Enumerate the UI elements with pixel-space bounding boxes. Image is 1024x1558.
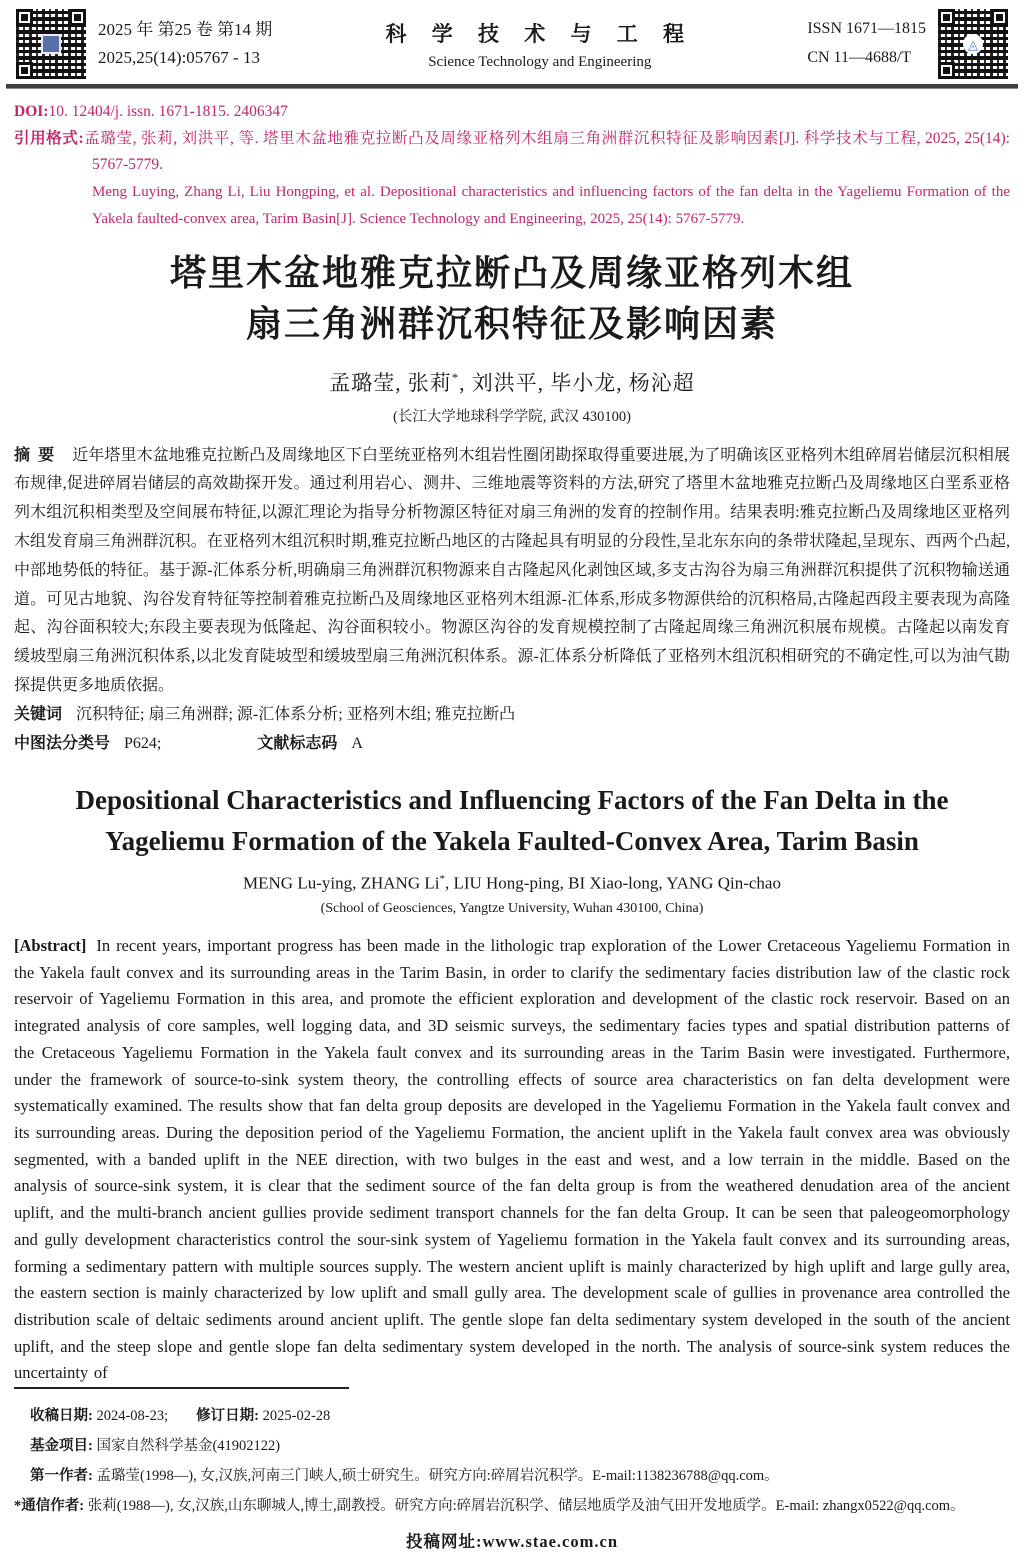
clc-label: 中图法分类号 <box>14 734 111 752</box>
qr-center-logo-icon <box>41 34 61 54</box>
footnote-divider <box>14 1387 349 1389</box>
masthead-divider <box>6 84 1018 89</box>
abstract-cn-label: 摘要 <box>14 446 63 464</box>
qr-finder-icon <box>69 9 86 26</box>
qr-finder-icon <box>938 9 955 26</box>
fund-label: 基金项目: <box>30 1438 93 1455</box>
keywords-text: 沉积特征; 扇三角洲群; 源-汇体系分析; 亚格列木组; 雅克拉断凸 <box>76 705 516 723</box>
fund-line <box>30 1435 1010 1458</box>
journal-title-en: Science Technology and Engineering <box>428 53 652 70</box>
issn-number: ISSN 1671—1815 <box>807 20 926 38</box>
corresponding-author-asterisk: * <box>14 1497 22 1514</box>
received-label: 收稿日期: <box>30 1408 93 1425</box>
corresponding-author-asterisk: * <box>439 873 445 886</box>
first-author-line <box>30 1465 1010 1488</box>
article-title-en-line2: Yageliemu Formation of the Yakela Faulted-Convex Area, Tarim Basin <box>105 825 919 856</box>
abstract-en <box>14 933 1010 1387</box>
authors-en-pre: MENG Lu-ying, ZHANG Li <box>243 873 440 893</box>
citation-cn-text: 孟璐莹, 张莉, 刘洪平, 等. 塔里木盆地雅克拉断凸及周缘亚格列木组扇三角洲群沉积特征及影响因素[J]. 科学技术与工程, 2025, 25(14): 5767-5779. <box>83 129 1010 174</box>
article-title-cn-line2: 扇三角洲群沉积特征及影响因素 <box>245 304 778 345</box>
doi-label: DOI: <box>14 103 49 120</box>
journal-title-block <box>272 18 807 71</box>
authors-en-post: , LIU Hong-ping, BI Xiao-long, YANG Qin-chao <box>444 873 781 893</box>
authors-en <box>0 873 1024 894</box>
doc-code-value: A <box>351 734 363 752</box>
issn-info <box>807 15 926 73</box>
abstract-en-text: In recent years, important progress has been made in the lithologic trap exploration of the Lower Cretaceous Yageliemu Formation in the Yakela fault convex and its surrounding areas in the Tarim Basin, in order to clarify the sedimentary facies distribution law of the clastic rock reservoir of Yageliemu Formation in this area, and promote the efficient exploration and development of the clastic rock reservoir. Based on an integrated analysis of core samples, well logging data, and 3D seismic surveys, the sedimentary facies types and spatial distribution patterns of the Cretaceous Yageliemu Formation in the Yakela fault convex and its surrounding areas in the Tarim Basin were investigated. Furthermore, under the framework of source-to-sink system theory, the controlling effects of source area characteristics on fan delta development were systematically examined. The results show that fan delta group deposits are developed in the Yageliemu Formation in the Yakela fault convex and its surrounding areas. During the deposition period of the Yageliemu Formation, the ancient uplift in the Yakela fault convex area was obviously segmented, with a banded uplift in the NEE direction, with two bulges in the east and west, and a low terrain in the middle. Based on the analysis of source-sink system, it is clear that the sediment source of the fan delta group is from the weathered denudation area of the ancient uplift, and the multi-branch ancient gullies provide sediment transport channels for the fan delta Group. It can be seen that paleogeomorphology and gully development characteristics control the sour-sink system of Yageliemu formation in the Yakela fault convex and its surrounding areas, forming a sedimentary pattern with multiple sources supply. The western ancient uplift is mainly characterized by high uplift and large gully area, the eastern section is mainly characterized by low uplift and small gully area. The development scale of gullies in provenance area controlled the distribution scale of deltaic sediments around ancient uplift. The gentle slope fan delta sedimentary system developed in the south of the ancient uplift, and the steep slope and gentle slope fan delta sedimentary system developed in the north. The analysis of source-sink system reduces the uncertainty of <box>14 935 1010 1383</box>
corresponding-author-label: 通信作者: <box>21 1497 85 1514</box>
authors-cn-post: , 刘洪平, 毕小龙, 杨沁超 <box>459 370 695 395</box>
qr-finder-icon <box>16 9 33 26</box>
corresponding-author-asterisk: * <box>451 369 460 385</box>
affiliation-en: (School of Geosciences, Yangtze University, Wuhan 430100, China) <box>320 900 704 916</box>
qr-code-left-icon <box>16 9 86 79</box>
qr-code-right-icon <box>938 9 1008 79</box>
citation-block <box>14 99 1010 232</box>
received-value: 2024-08-23; <box>96 1408 169 1425</box>
submission-url-line <box>14 1528 1010 1552</box>
keywords-label: 关键词 <box>14 705 63 723</box>
first-author-label: 第一作者: <box>30 1468 93 1485</box>
keywords-line <box>14 701 1010 730</box>
footnotes <box>14 1405 1010 1518</box>
submission-url: www.stae.com.cn <box>482 1531 619 1551</box>
issue-line-1: 2025 年 第25 卷 第14 期 <box>98 19 273 39</box>
article-title-en <box>0 780 1024 861</box>
article-title-en-line1: Depositional Characteristics and Influencing Factors of the Fan Delta in the <box>75 785 949 816</box>
clc-value: P624; <box>124 734 162 752</box>
qr-finder-icon <box>16 62 33 79</box>
corresponding-author-line <box>14 1495 1010 1518</box>
footnote-area <box>0 1387 1024 1558</box>
citation-chinese <box>14 126 1010 179</box>
authors-cn-pre: 孟璐莹, 张莉 <box>329 370 452 395</box>
issue-line-2: 2025,25(14):05767 - 13 <box>98 48 260 67</box>
doi-value: 10. 12404/j. issn. 1671-1815. 2406347 <box>48 103 288 120</box>
fund-value: 国家自然科学基金(41902122) <box>96 1438 281 1455</box>
masthead <box>0 0 1024 84</box>
first-author-value: 孟璐莹(1998—), 女,汉族,河南三门峡人,硕士研究生。研究方向:碎屑岩沉积学。E-mail:1138236788@qq.com。 <box>96 1468 779 1485</box>
affiliation-cn: (长江大学地球科学学院, 武汉 430100) <box>392 408 632 425</box>
masthead-right <box>807 9 1008 79</box>
cn-number: CN 11—4688/T <box>807 49 912 66</box>
abstract-cn <box>14 442 1010 701</box>
abstract-en-label: [Abstract] <box>14 935 87 955</box>
masthead-left <box>16 9 272 79</box>
journal-title-cn: 科 学 技 术 与 工 程 <box>385 21 695 46</box>
issue-info <box>98 16 272 72</box>
citation-english: Meng Luying, Zhang Li, Liu Hongping, et al. Depositional characteristics and influencing factors of the fan delta in the Yageliemu Formation of the Yakela faulted-convex area, Tarim Basin[J]. Science Technology and Engineering, 2025, 25(14): 5767-5779. <box>92 183 1010 227</box>
qr-finder-icon <box>938 62 955 79</box>
revised-label: 修订日期: <box>196 1408 259 1425</box>
corresponding-author-value: 张莉(1988—), 女,汉族,山东聊城人,博士,副教授。研究方向:碎屑岩沉积学、储层地质学及油气田开发地质学。E-mail: zhangx0522@qq.com。 <box>87 1497 965 1514</box>
doi-line <box>14 99 1010 126</box>
revised-value: 2025-02-28 <box>262 1408 331 1425</box>
dates-line <box>30 1405 1010 1428</box>
authors-cn <box>0 367 1024 397</box>
qr-finder-icon <box>991 9 1008 26</box>
submission-url-label: 投稿网址: <box>405 1531 483 1551</box>
qr-center-logo-icon <box>963 34 983 54</box>
article-title-cn-line1: 塔里木盆地雅克拉断凸及周缘亚格列木组 <box>169 253 854 294</box>
doc-code-label: 文献标志码 <box>257 734 338 752</box>
citation-cn-label: 引用格式: <box>14 129 84 147</box>
abstract-cn-text: 近年塔里木盆地雅克拉断凸及周缘地区下白垩统亚格列木组岩性圈闭勘探取得重要进展,为了明确该区亚格列木组碎屑岩储层沉积相展布规律,促进碎屑岩储层的高效勘探开发。通过利用岩心、测井、三维地震等资料的方法,研究了塔里木盆地雅克拉断凸及周缘地区白垩系亚格列木组沉积相类型及空间展布特征,以源汇理论为指导分析物源区特征对扇三角洲的发育的控制作用。结果表明:雅克拉断凸及周缘地区亚格列木组发育扇三角洲群沉积。在亚格列木组沉积时期,雅克拉断凸地区的古隆起具有明显的分段性,呈北东东向的条带状隆起,呈现东、西两个凸起,中部地势低的特征。基于源-汇体系分析,明确扇三角洲群沉积物源来自古隆起风化剥蚀区域,多支古沟谷为扇三角洲群沉积提供了沉积物输送通道。可见古地貌、沟谷发育特征等控制着雅克拉断凸及周缘地区亚格列木组源-汇体系,形成多物源供给的沉积格局,古隆起西段主要表现为高隆起、沟谷面积较大;东段主要表现为低隆起、沟谷面积较小。物源区沟谷的发育规模控制了古隆起周缘三角洲沉积展布规模。古隆起以南发育缓坡型扇三角洲沉积体系,以北发育陡坡型和缓坡型扇三角洲沉积体系。源-汇体系分析降低了亚格列木组沉积相研究的不确定性,可以为油气勘探提供更多地质依据。 <box>14 446 1010 694</box>
clc-line <box>14 730 1010 759</box>
article-title-cn <box>0 248 1024 350</box>
